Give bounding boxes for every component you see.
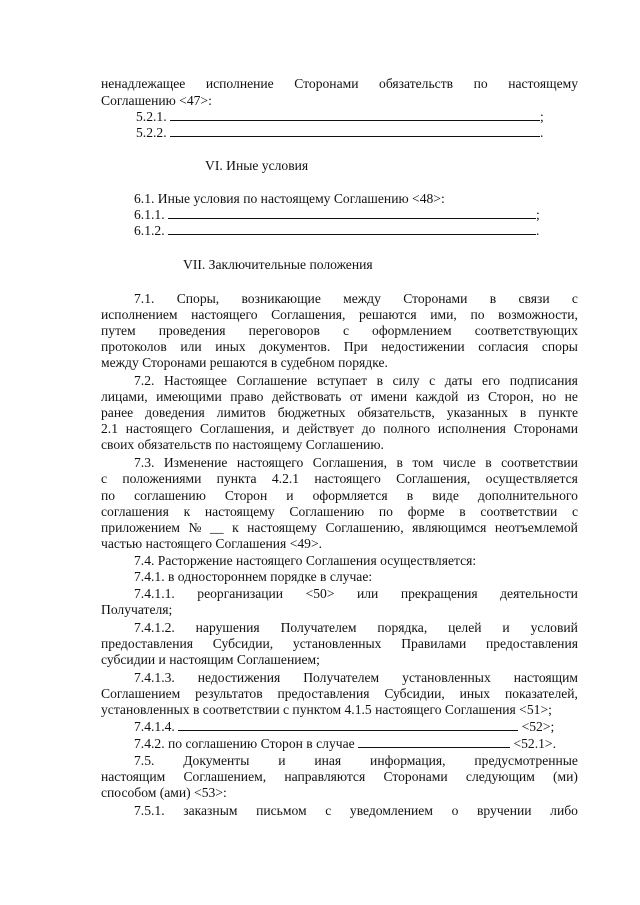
word: деятельности	[500, 586, 578, 601]
word: Сторон	[224, 488, 268, 503]
word: к	[232, 520, 239, 535]
word: документов.	[259, 339, 331, 354]
text-line	[101, 519, 578, 536]
blank-field-5-2-2	[136, 124, 543, 141]
word: (ми)	[553, 769, 578, 784]
word: соответствии	[501, 455, 578, 470]
word: 7.5.1.	[134, 803, 165, 818]
word: и	[278, 753, 286, 768]
word: __	[209, 520, 224, 535]
word: Сторон,	[487, 389, 534, 404]
word: исполнением	[101, 307, 178, 322]
word: между	[343, 291, 381, 306]
word: с	[342, 323, 349, 338]
word: по	[473, 76, 488, 91]
word: порядка,	[377, 620, 428, 635]
text-line: способом (ами) <53>:	[101, 785, 227, 800]
word: пункте	[538, 405, 578, 420]
word: настоящего	[236, 455, 304, 470]
text-line: субсидии и настоящим Соглашением;	[101, 652, 320, 667]
word: в	[489, 291, 497, 306]
word: являющимся	[412, 520, 487, 535]
word: 7.4.1.3.	[134, 670, 175, 685]
word: №	[188, 520, 202, 535]
word: предусмотренные	[474, 753, 578, 768]
field-label: 7.4.2. по соглашению Сторон в случае	[134, 736, 355, 751]
underline	[168, 222, 536, 235]
word: иных	[459, 686, 491, 701]
text-line: частью настоящего Соглашения <49>.	[101, 536, 323, 551]
field-end: ;	[540, 109, 544, 124]
word: 7.4.1.2.	[134, 620, 175, 635]
section-heading: VI. Иные условия	[205, 158, 309, 173]
word: заказным	[183, 803, 238, 818]
word: направляются	[284, 769, 366, 784]
word: с	[325, 803, 332, 818]
word: Сторонами	[294, 76, 359, 91]
word: споры	[541, 339, 578, 354]
blank-field-6-1-2	[134, 222, 539, 239]
word: нарушения	[195, 620, 260, 635]
word: 7.1.	[134, 291, 155, 306]
word: Субсидии,	[384, 686, 445, 701]
word: условий	[530, 620, 578, 635]
word: показателей,	[504, 686, 578, 701]
word: каждой	[415, 389, 459, 404]
text-line	[134, 752, 578, 769]
word: ненадлежащее	[101, 76, 186, 91]
text-line	[101, 388, 578, 405]
blank-field-7-4-1-4	[134, 718, 554, 735]
word: недостижения	[197, 670, 281, 685]
word: 7.5.	[134, 753, 155, 768]
word: 4.2.1	[271, 471, 300, 486]
word: от	[349, 389, 363, 404]
field-label: 5.2.2.	[136, 125, 167, 140]
word: предоставления	[277, 686, 370, 701]
text-line: Получателя;	[101, 602, 173, 617]
word: следующим	[465, 769, 535, 784]
word: ими,	[430, 307, 457, 322]
text-line	[101, 420, 578, 437]
word: подписания	[509, 373, 578, 388]
blank-field-6-1-1	[134, 206, 540, 223]
word: силу	[392, 373, 420, 388]
word: право	[230, 389, 264, 404]
word: результатов	[195, 686, 263, 701]
word: письмом	[256, 803, 307, 818]
word: с	[571, 504, 578, 519]
word: 7.2.	[134, 373, 155, 388]
text-line	[101, 487, 578, 504]
word: приложением	[101, 520, 181, 535]
word: Соглашению,	[325, 520, 404, 535]
word: Субсидии,	[212, 636, 274, 651]
word: числе	[442, 455, 476, 470]
text-line	[134, 619, 578, 636]
word: реорганизации	[197, 586, 284, 601]
word: Получателем	[280, 620, 357, 635]
text-line	[101, 306, 578, 323]
word: исполнения	[437, 421, 506, 436]
word: указанных	[446, 405, 508, 420]
word: о	[451, 803, 459, 818]
word: соглашения	[101, 504, 169, 519]
word: установленных	[402, 670, 491, 685]
word: Споры,	[176, 291, 220, 306]
text-line: своих обязательств по настоящему Соглашению.	[101, 437, 384, 452]
word: Соглашением	[101, 686, 181, 701]
field-end: ;	[536, 207, 540, 222]
word: Соглашения,	[200, 421, 275, 436]
word: и	[502, 620, 510, 635]
word: либо	[550, 803, 578, 818]
word: в	[406, 488, 414, 503]
word: имени	[370, 389, 408, 404]
field-label: 5.2.1.	[136, 109, 167, 124]
word: его	[482, 373, 501, 388]
underline	[170, 108, 540, 121]
text-line: 6.1. Иные условия по настоящему Соглашению <48>:	[134, 191, 445, 206]
word: до	[361, 421, 376, 436]
word: настоящего	[314, 471, 381, 486]
word: или	[180, 339, 202, 354]
word: бюджетных	[277, 405, 346, 420]
word: ранее	[101, 405, 134, 420]
word: имеющими	[156, 389, 222, 404]
word: уведомлением	[349, 803, 433, 818]
word: Документы	[183, 753, 250, 768]
field-end: .	[540, 125, 544, 140]
word: действовать	[271, 389, 342, 404]
word: доведения	[145, 405, 205, 420]
word: недостижении	[381, 339, 465, 354]
text-line	[101, 75, 578, 92]
word: настоящему	[247, 520, 317, 535]
text-line: 7.4.1. в одностороннем порядке в случае:	[134, 569, 373, 584]
word: иных	[215, 339, 246, 354]
word: Соглашение	[236, 373, 308, 388]
text-line: между Сторонами решаются в судебном порядке.	[101, 355, 388, 370]
text-line	[134, 669, 578, 686]
word: осуществляется	[485, 471, 578, 486]
word: к	[183, 504, 191, 519]
word: и	[282, 421, 290, 436]
field-end: .	[536, 223, 540, 238]
text-line: установленных в соответствии с пунктом 4.1.5 настоящего Соглашения <51>;	[101, 702, 552, 717]
word: установленных	[292, 636, 382, 651]
word: Соглашению	[289, 504, 365, 519]
word: Изменение	[163, 455, 228, 470]
word: с	[429, 373, 436, 388]
word: путем	[101, 323, 136, 338]
word: целей	[448, 620, 482, 635]
word: по	[101, 488, 116, 503]
word: Сторонами	[513, 421, 578, 436]
text-line: Соглашению <47>:	[101, 93, 212, 108]
text-line: 7.4. Расторжение настоящего Соглашения осуществляется:	[134, 553, 477, 568]
word: действует	[297, 421, 354, 436]
field-label: 6.1.2.	[134, 223, 165, 238]
text-line	[134, 585, 578, 602]
text-line	[101, 685, 578, 702]
word: дополнительного	[477, 488, 578, 503]
word: в	[376, 373, 384, 388]
word: Соглашения,	[396, 471, 471, 486]
word: Соглашением,	[183, 769, 267, 784]
word: вручении	[477, 803, 532, 818]
word: виде	[432, 488, 459, 503]
section-heading: VII. Заключительные положения	[183, 257, 373, 272]
word: оформляется	[312, 488, 388, 503]
word: настоящим	[101, 769, 166, 784]
word: лицами,	[101, 389, 148, 404]
text-line	[101, 503, 578, 520]
word: из	[466, 389, 480, 404]
word: по	[378, 504, 393, 519]
text-line	[134, 802, 578, 819]
word: Соглашения,	[271, 307, 346, 322]
word: не	[564, 389, 578, 404]
word: предоставления	[101, 636, 194, 651]
field-end: <52.1>.	[513, 736, 556, 751]
word: Сторонами	[403, 291, 468, 306]
underline	[168, 206, 536, 219]
text-line	[101, 322, 578, 339]
word: вступает	[316, 373, 368, 388]
word: настоящему	[204, 504, 275, 519]
word: соответствующих	[474, 323, 578, 338]
word: даты	[444, 373, 473, 388]
underline	[178, 718, 518, 731]
word: обязательств	[379, 76, 454, 91]
word: возникающие	[241, 291, 321, 306]
text-line	[134, 290, 578, 307]
word: с	[101, 471, 108, 486]
word: настоящим	[513, 670, 578, 685]
word: 7.3.	[134, 455, 155, 470]
word: решаются	[358, 307, 417, 322]
text-line	[134, 372, 578, 389]
word: 7.4.1.1.	[134, 586, 175, 601]
word: 2.1	[101, 421, 118, 436]
text-line	[101, 338, 578, 355]
word: связи	[518, 291, 550, 306]
field-label: 6.1.1.	[134, 207, 165, 222]
word: информация,	[370, 753, 446, 768]
word: в	[396, 455, 403, 470]
word: возможности,	[498, 307, 578, 322]
word: Настоящее	[163, 373, 227, 388]
word: но	[542, 389, 557, 404]
word: прекращения	[400, 586, 478, 601]
word: оформлением	[372, 323, 452, 338]
word: в	[485, 455, 492, 470]
underline	[358, 735, 510, 748]
word: в	[459, 504, 466, 519]
word: переговоров	[248, 323, 320, 338]
underline	[170, 124, 540, 137]
word: с	[571, 291, 578, 306]
word: в	[519, 405, 527, 420]
field-end: <52>;	[521, 719, 555, 734]
text-line	[101, 470, 578, 487]
word: <50>	[305, 586, 335, 601]
word: проведения	[158, 323, 226, 338]
word: лимитов	[216, 405, 266, 420]
text-line	[134, 454, 578, 471]
word: Получателем	[303, 670, 380, 685]
text-line	[101, 404, 578, 421]
text-line	[101, 635, 578, 652]
word: исполнение	[205, 76, 274, 91]
word: пункта	[216, 471, 257, 486]
word: и	[286, 488, 294, 503]
word: том	[412, 455, 434, 470]
word: обязательств,	[357, 405, 435, 420]
blank-field-7-4-2	[134, 735, 556, 752]
word: настоящего	[125, 421, 193, 436]
word: форме	[407, 504, 445, 519]
word: настоящему	[508, 76, 578, 91]
word: согласия	[478, 339, 529, 354]
word: положениями	[122, 471, 202, 486]
word: Правилами	[401, 636, 467, 651]
blank-field-5-2-1	[136, 108, 544, 125]
word: полного	[383, 421, 431, 436]
word: Сторонами	[383, 769, 448, 784]
text-line	[101, 768, 578, 785]
word: соглашению	[134, 488, 206, 503]
word: или	[356, 586, 379, 601]
word: Соглашения,	[312, 455, 388, 470]
word: соответствии	[480, 504, 558, 519]
word: настоящего	[191, 307, 258, 322]
word: протоколов	[101, 339, 167, 354]
word: предоставления	[485, 636, 578, 651]
word: по	[470, 307, 485, 322]
field-label: 7.4.1.4.	[134, 719, 175, 734]
word: неотъемлемой	[494, 520, 578, 535]
word: иная	[314, 753, 342, 768]
word: При	[343, 339, 368, 354]
